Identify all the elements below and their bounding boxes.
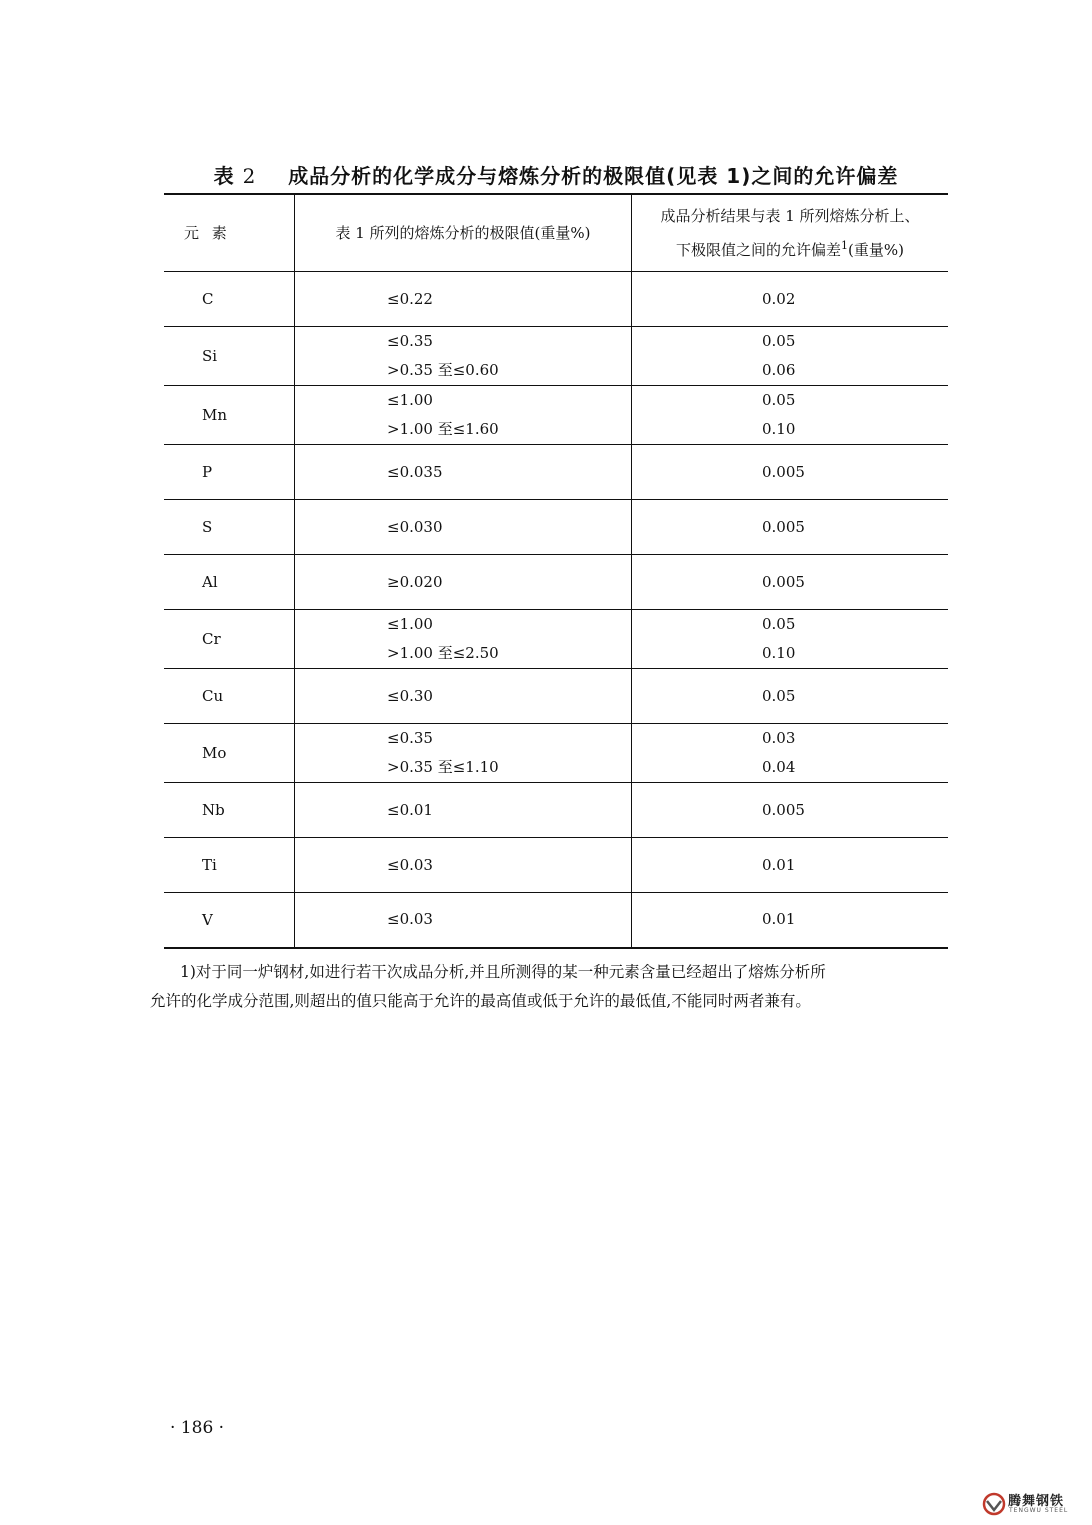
deviation-cell bbox=[632, 783, 949, 838]
table-title-number: 2 bbox=[242, 164, 257, 188]
limit-value: ≤0.030 bbox=[387, 517, 443, 536]
table-row bbox=[164, 445, 948, 500]
table-title bbox=[164, 160, 948, 189]
deviation-value: 0.05 bbox=[762, 615, 796, 633]
element-cell: P bbox=[164, 445, 295, 500]
deviation-value: 0.05 bbox=[762, 686, 796, 705]
deviation-value: 0.06 bbox=[762, 361, 796, 379]
deviation-cell bbox=[632, 555, 949, 610]
limit-value: ≤0.01 bbox=[387, 800, 433, 819]
deviation-cell bbox=[632, 445, 949, 500]
limit-cell bbox=[295, 610, 632, 669]
limit-value: ≤0.30 bbox=[387, 686, 433, 705]
limit-value: ≤0.35 bbox=[387, 332, 433, 350]
element-cell: V bbox=[164, 893, 295, 948]
deviation-value: 0.05 bbox=[762, 332, 796, 350]
deviation-value: 0.05 bbox=[762, 391, 796, 409]
header-limit: 表 1 所列的熔炼分析的极限值(重量%) bbox=[295, 194, 632, 272]
element-cell: Cu bbox=[164, 669, 295, 724]
limit-cell bbox=[295, 893, 632, 948]
table-row bbox=[164, 272, 948, 327]
deviation-value: 0.10 bbox=[762, 644, 796, 662]
table-title-label: 表 bbox=[213, 164, 235, 188]
table-row bbox=[164, 783, 948, 838]
footnote-line-2: 允许的化学成分范围,则超出的值只能高于允许的最高值或低于允许的最低值,不能同时两者兼有。 bbox=[150, 992, 811, 1010]
table-row bbox=[164, 327, 948, 386]
limit-cell bbox=[295, 669, 632, 724]
element-cell: Mo bbox=[164, 724, 295, 783]
limit-value: ≤0.035 bbox=[387, 462, 443, 481]
element-cell: Nb bbox=[164, 783, 295, 838]
limit-value: ≤0.22 bbox=[387, 289, 433, 308]
table-row bbox=[164, 669, 948, 724]
table-title-text: 成品分析的化学成分与熔炼分析的极限值(见表 1)之间的允许偏差 bbox=[288, 164, 899, 188]
limit-cell bbox=[295, 555, 632, 610]
watermark-en: TENGWU STEEL bbox=[1009, 1507, 1069, 1514]
deviation-value: 0.005 bbox=[762, 462, 805, 481]
header-deviation-line2a: 下极限值之间的允许偏差 bbox=[676, 241, 842, 259]
table-row bbox=[164, 386, 948, 445]
limit-cell bbox=[295, 838, 632, 893]
deviation-cell bbox=[632, 724, 949, 783]
watermark-logo bbox=[982, 1490, 1082, 1520]
limit-value: ≥0.020 bbox=[387, 572, 443, 591]
footnote-line-1: 1)对于同一炉钢材,如进行若干次成品分析,并且所测得的某一种元素含量已经超出了熔炼分析所 bbox=[180, 963, 826, 981]
deviation-value: 0.01 bbox=[762, 910, 796, 929]
deviation-cell bbox=[632, 386, 949, 445]
deviation-value: 0.005 bbox=[762, 517, 805, 536]
table-row bbox=[164, 838, 948, 893]
deviation-value: 0.01 bbox=[762, 855, 796, 874]
deviation-cell bbox=[632, 610, 949, 669]
limit-value: >0.35 至≤1.10 bbox=[387, 758, 499, 776]
limit-value: >1.00 至≤1.60 bbox=[387, 420, 499, 438]
deviation-value: 0.005 bbox=[762, 572, 805, 591]
limit-cell bbox=[295, 500, 632, 555]
tolerance-table bbox=[164, 193, 948, 949]
deviation-value: 0.04 bbox=[762, 758, 796, 776]
limit-value: >0.35 至≤0.60 bbox=[387, 361, 499, 379]
table-body bbox=[164, 272, 948, 948]
table-header-row bbox=[164, 194, 948, 272]
tengwu-logo-icon bbox=[982, 1492, 1006, 1516]
header-deviation-line2 bbox=[632, 231, 948, 265]
deviation-value: 0.005 bbox=[762, 800, 805, 819]
table-row bbox=[164, 893, 948, 948]
deviation-cell bbox=[632, 893, 949, 948]
footnote bbox=[150, 958, 970, 1016]
table-row bbox=[164, 500, 948, 555]
limit-cell bbox=[295, 272, 632, 327]
limit-cell bbox=[295, 724, 632, 783]
footnote-marker: 1 bbox=[841, 239, 849, 252]
deviation-value: 0.03 bbox=[762, 729, 796, 747]
page-number: · 186 · bbox=[170, 1418, 225, 1438]
limit-cell bbox=[295, 327, 632, 386]
deviation-cell bbox=[632, 500, 949, 555]
limit-value: ≤0.03 bbox=[387, 855, 433, 874]
limit-cell bbox=[295, 783, 632, 838]
table-row bbox=[164, 610, 948, 669]
limit-cell bbox=[295, 445, 632, 500]
element-cell: Cr bbox=[164, 610, 295, 669]
limit-value: ≤0.35 bbox=[387, 729, 433, 747]
deviation-value: 0.02 bbox=[762, 289, 796, 308]
header-deviation-line1: 成品分析结果与表 1 所列熔炼分析上、 bbox=[660, 207, 920, 225]
watermark-cn: 腾舞钢铁 bbox=[1008, 1494, 1065, 1509]
element-cell: Al bbox=[164, 555, 295, 610]
limit-value: ≤0.03 bbox=[387, 910, 433, 929]
deviation-value: 0.10 bbox=[762, 420, 796, 438]
table-row bbox=[164, 724, 948, 783]
element-cell: Si bbox=[164, 327, 295, 386]
deviation-cell bbox=[632, 838, 949, 893]
deviation-cell bbox=[632, 327, 949, 386]
header-deviation-line2b: (重量%) bbox=[848, 241, 904, 259]
table-row bbox=[164, 555, 948, 610]
limit-value: >1.00 至≤2.50 bbox=[387, 644, 499, 662]
element-cell: S bbox=[164, 500, 295, 555]
deviation-cell bbox=[632, 272, 949, 327]
header-element: 元 素 bbox=[164, 194, 295, 272]
element-cell: Ti bbox=[164, 838, 295, 893]
limit-value: ≤1.00 bbox=[387, 391, 433, 409]
header-deviation bbox=[632, 194, 949, 272]
limit-cell bbox=[295, 386, 632, 445]
limit-value: ≤1.00 bbox=[387, 615, 433, 633]
element-cell: C bbox=[164, 272, 295, 327]
deviation-cell bbox=[632, 669, 949, 724]
element-cell: Mn bbox=[164, 386, 295, 445]
